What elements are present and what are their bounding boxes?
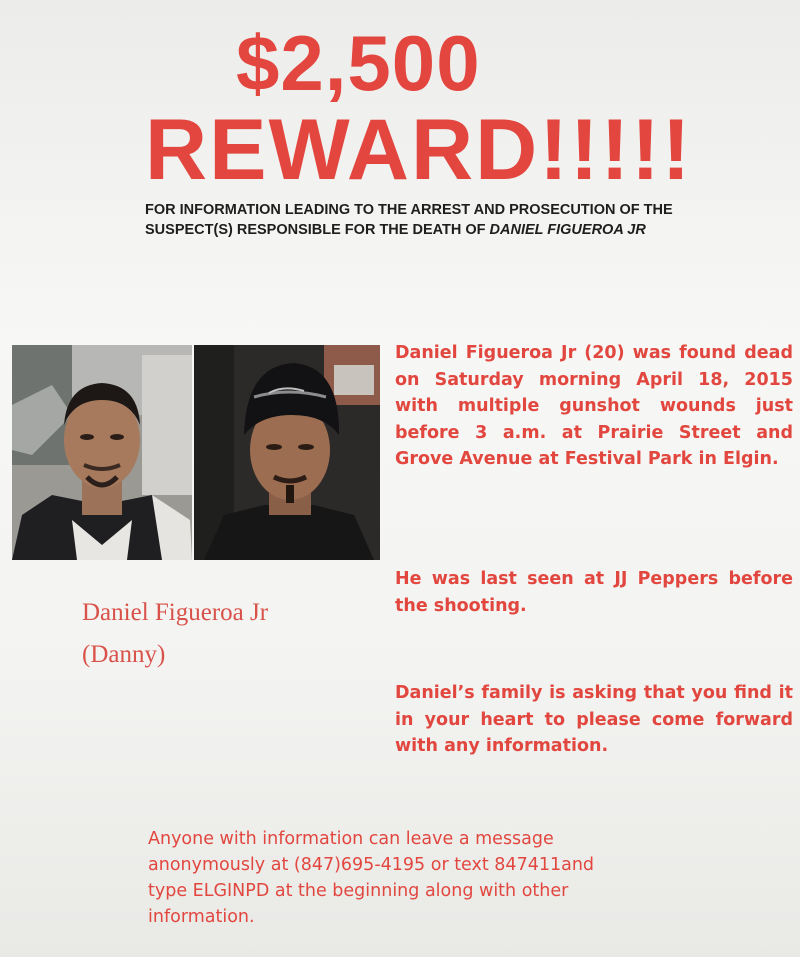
victim-photo-2 <box>194 345 380 560</box>
contact-line-1: Anyone with information can leave a message <box>148 829 554 849</box>
contact-line-4: information. <box>148 907 255 927</box>
family-appeal: Daniel’s family is asking that you find it in your heart to please come forward with any information. <box>395 683 793 756</box>
reward-subheading <box>145 200 765 240</box>
subheading-line-2-prefix: SUSPECT(S) RESPONSIBLE FOR THE DEATH OF <box>145 222 490 238</box>
incident-description: Daniel Figueroa Jr (20) was found dead on Saturday morning April 18, 2015 with multiple gunshot wounds just before 3 a.m. at Prairie Street and Grove Avenue at Festival Park in Elgin. <box>395 343 793 469</box>
last-seen-note: He was last seen at JJ Peppers before the shooting. <box>395 569 793 616</box>
contact-line-3: type ELGINPD at the beginning along with other <box>148 881 569 901</box>
subheading-line-1: FOR INFORMATION LEADING TO THE ARREST AND PROSECUTION OF THE <box>145 202 673 218</box>
victim-nickname-caption: (Danny) <box>82 641 166 668</box>
reward-amount: $2,500 <box>236 19 481 107</box>
contact-instructions <box>148 826 708 930</box>
reward-heading: REWARD!!!!! <box>145 102 693 198</box>
subheading-victim-name: DANIEL FIGUEROA JR <box>489 222 646 238</box>
victim-photo-1 <box>12 345 192 560</box>
victim-caption <box>82 592 268 676</box>
contact-line-2: anonymously at (847)695-4195 or text 847411and <box>148 855 595 875</box>
subheading-line-2 <box>145 220 765 240</box>
victim-name-caption: Daniel Figueroa Jr <box>82 599 269 626</box>
